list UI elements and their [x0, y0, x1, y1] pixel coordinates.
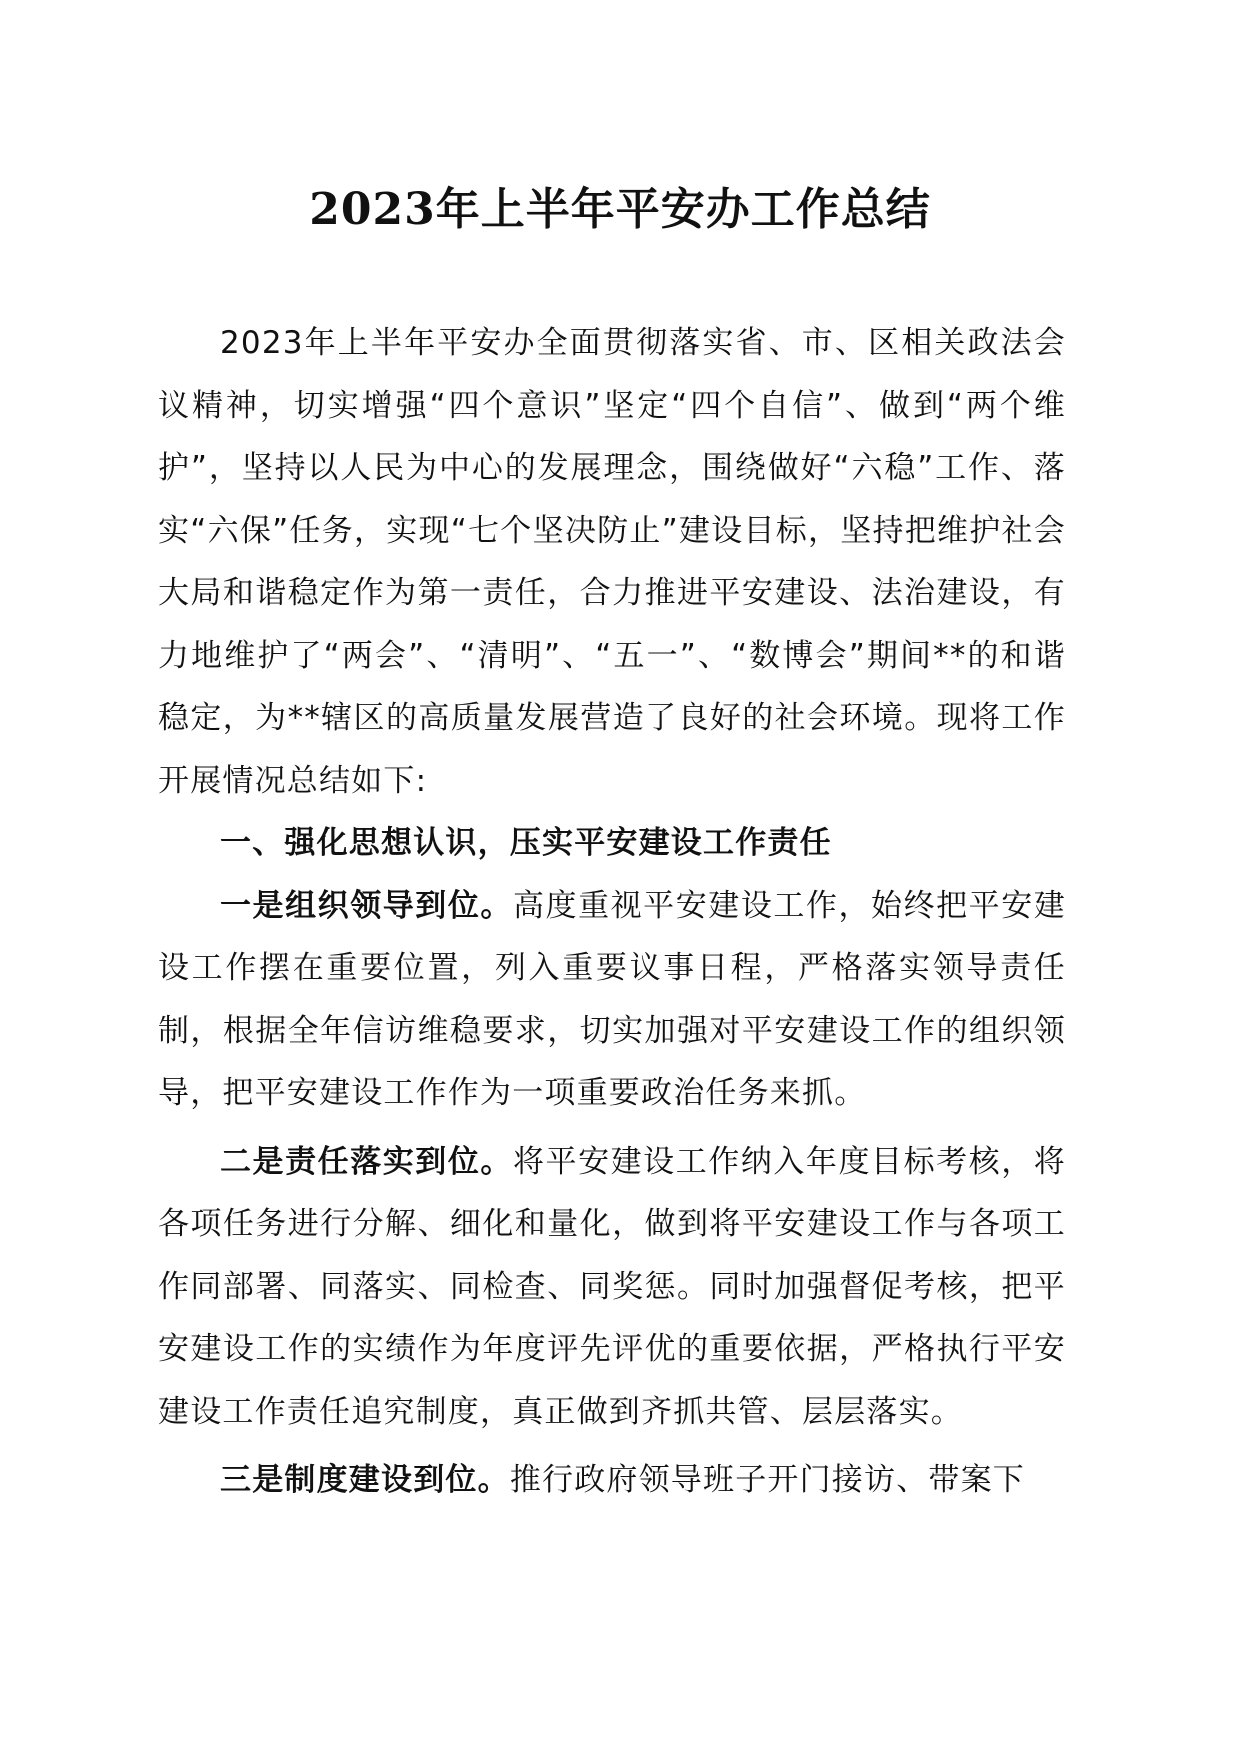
- item-text-3: 推行政府领导班子开门接访、带案下: [509, 1462, 1026, 1498]
- item-lead-1: 一是组织领导到位。: [220, 887, 513, 924]
- item-paragraph-1: [158, 875, 1066, 1125]
- item-text-1: 高度重视平安建设工作，始终把平安建设工作摆在重要位置，列入重要议事日程，严格落实领导责任制，根据全年信访维稳要求，切实加强对平安建设工作的组织领导，把平安建设工作作为一项重要政治任务来抓。: [158, 887, 1066, 1111]
- item-paragraph-2: [158, 1131, 1066, 1444]
- document-title: 2023年上半年平安办工作总结: [309, 184, 931, 235]
- item-lead-2: 二是责任落实到位。: [220, 1143, 513, 1180]
- section-heading-1: 一、强化思想认识，压实平安建设工作责任: [220, 825, 832, 861]
- document-body: [158, 312, 1066, 1512]
- intro-paragraph: 2023年上半年平安办全面贯彻落实省、市、区相关政法会议精神，切实增强“四个意识”坚定“四个自信”、做到“两个维护”，坚持以人民为中心的发展理念，围绕做好“六稳”工作、落实“六保”任务，实现“七个坚决防止”建设目标，坚持把维护社会大局和谐稳定作为第一责任，合力推进平安建设、法治建设，有力地维护了“两会”、“清明”、“五一”、“数博会”期间**的和谐稳定，为**辖区的高质量发展营造了良好的社会环境。现将工作开展情况总结如下:: [158, 325, 1066, 799]
- item-text-2: 将平安建设工作纳入年度目标考核，将各项任务进行分解、细化和量化，做到将平安建设工作与各项工作同部署、同落实、同检查、同奖惩。同时加强督促考核，把平安建设工作的实绩作为年度评先评优的重要依据，严格执行平安建设工作责任追究制度，真正做到齐抓共管、层层落实。: [158, 1143, 1066, 1430]
- item-paragraph-3: [158, 1449, 1066, 1512]
- item-lead-3: 三是制度建设到位。: [220, 1462, 510, 1498]
